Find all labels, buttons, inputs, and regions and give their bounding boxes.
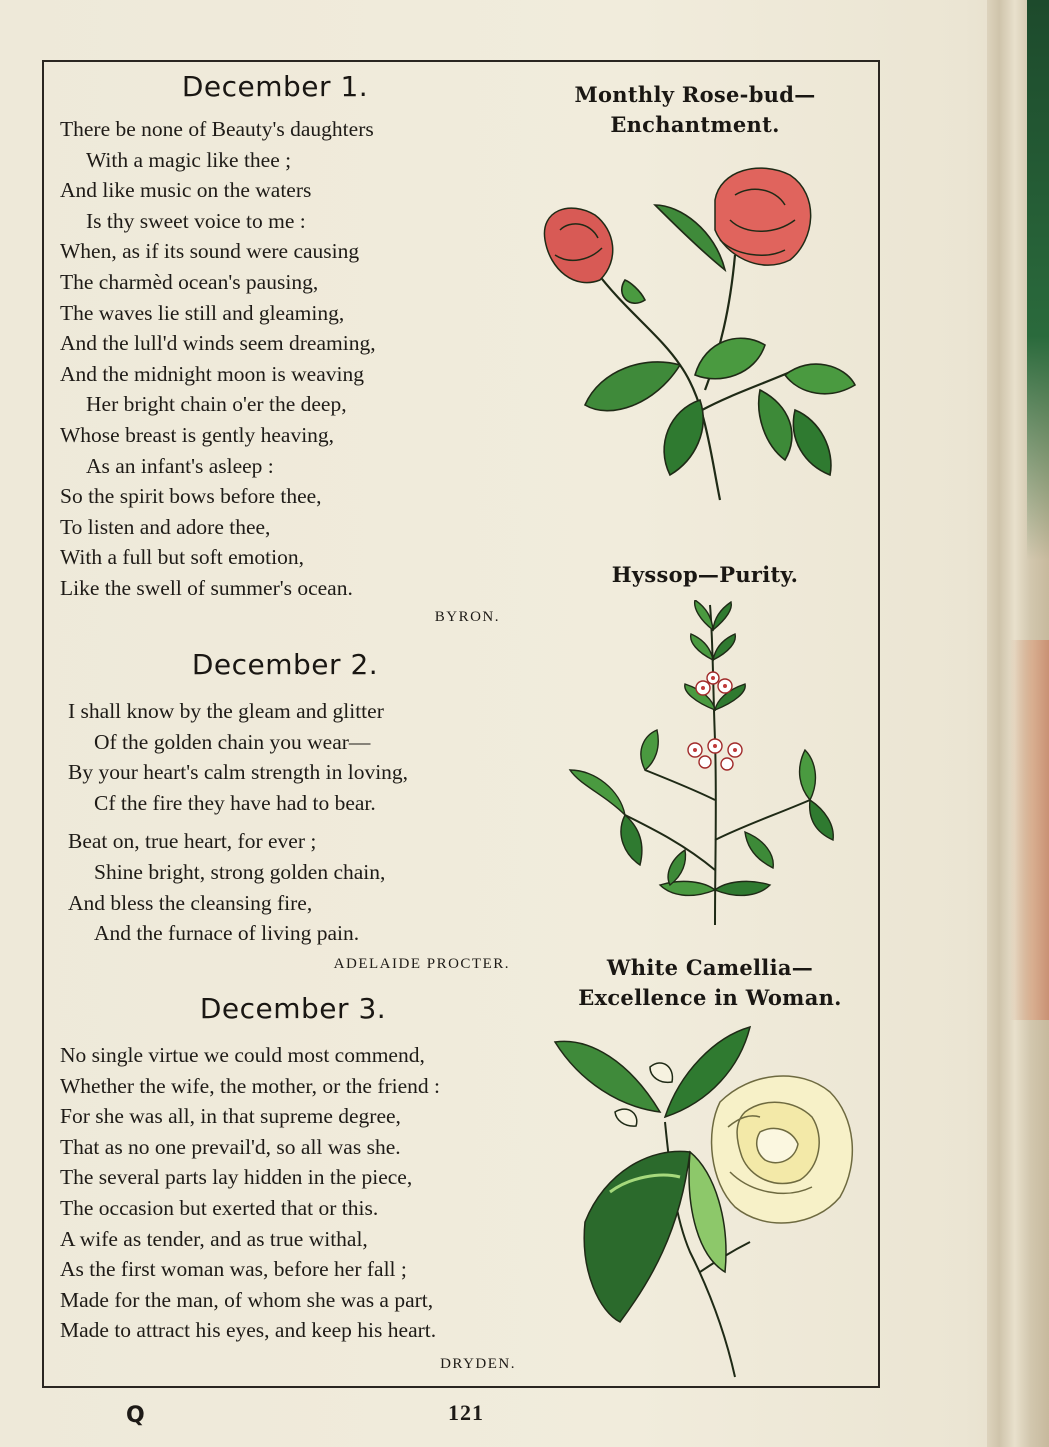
poem-line: By your heart's calm strength in loving, bbox=[68, 760, 409, 785]
entry-heading-dec-2: December 2. bbox=[191, 648, 379, 681]
poem-line: Her bright chain o'er the deep, bbox=[86, 392, 347, 417]
poem-line: Of the golden chain you wear— bbox=[94, 729, 371, 754]
hyssop-illustration bbox=[565, 600, 845, 930]
poem-line: And like music on the waters bbox=[60, 178, 312, 203]
poem-line: Made for the man, of whom she was a part, bbox=[60, 1287, 434, 1312]
poem-line: Like the swell of summer's ocean. bbox=[60, 575, 353, 600]
poem-line: As the first woman was, before her fall ; bbox=[60, 1257, 407, 1282]
poem-line: Whose breast is gently heaving, bbox=[60, 422, 335, 447]
caption-line: Hyssop—Purity. bbox=[611, 562, 799, 587]
flower-caption-camellia bbox=[560, 953, 860, 1013]
poem-line: Whether the wife, the mother, or the friend : bbox=[60, 1073, 441, 1098]
flower-caption-hyssop bbox=[560, 560, 850, 590]
poem-line: No single virtue we could most commend, bbox=[60, 1043, 425, 1067]
page-edge-stain bbox=[1009, 640, 1049, 1020]
signature-mark: Q bbox=[126, 1403, 145, 1428]
poem-line: And the furnace of living pain. bbox=[94, 921, 360, 946]
poem-line: So the spirit bows before thee, bbox=[60, 484, 322, 509]
poem-line: When, as if its sound were causing bbox=[60, 239, 360, 264]
caption-line: Monthly Rose-bud— bbox=[574, 82, 816, 107]
poem-line: Is thy sweet voice to me : bbox=[86, 208, 306, 233]
poem-line: Shine bright, strong golden chain, bbox=[94, 859, 386, 884]
author-credit: DRYDEN. bbox=[440, 1356, 516, 1372]
poem-line: The charmèd ocean's pausing, bbox=[60, 269, 319, 294]
poem-line: Cf the fire they have had to bear. bbox=[94, 790, 376, 815]
caption-line: Enchantment. bbox=[610, 112, 780, 137]
poem-dec-2 bbox=[68, 696, 408, 949]
caption-line: Excellence in Woman. bbox=[578, 985, 842, 1010]
poem-line: The several parts lay hidden in the piece, bbox=[60, 1165, 413, 1190]
poem-line: For she was all, in that supreme degree, bbox=[60, 1104, 401, 1129]
poem-line: Made to attract his eyes, and keep his heart. bbox=[60, 1318, 437, 1343]
poem-line: And bless the cleansing fire, bbox=[68, 890, 313, 915]
poem-line: There be none of Beauty's daughters bbox=[60, 117, 374, 141]
poem-line: The waves lie still and gleaming, bbox=[60, 300, 345, 325]
caption-line: White Camellia— bbox=[606, 955, 814, 980]
poem-dec-3 bbox=[60, 1040, 440, 1346]
author-credit: ADELAIDE PROCTER. bbox=[333, 956, 510, 972]
poem-line: A wife as tender, and as true withal, bbox=[60, 1226, 368, 1251]
flower-caption-rosebud bbox=[555, 80, 835, 140]
poem-line: Beat on, true heart, for ever ; bbox=[68, 829, 317, 854]
poem-line: I shall know by the gleam and glitter bbox=[68, 699, 384, 723]
entry-heading-dec-1: December 1. bbox=[181, 70, 369, 103]
cover-edge bbox=[1027, 0, 1049, 560]
poem-line: With a magic like thee ; bbox=[86, 147, 292, 172]
poem-line: As an infant's asleep : bbox=[86, 453, 274, 478]
entry-heading-dec-3: December 3. bbox=[199, 992, 387, 1025]
poem-line: To listen and adore thee, bbox=[60, 514, 271, 539]
author-credit: BYRON. bbox=[434, 609, 500, 625]
poem-line: The occasion but exerted that or this. bbox=[60, 1195, 379, 1220]
camellia-illustration bbox=[550, 1022, 870, 1382]
poem-dec-1 bbox=[60, 114, 376, 604]
poem-line: And the midnight moon is weaving bbox=[60, 361, 364, 386]
page-number: 121 bbox=[448, 1400, 484, 1425]
poem-line: With a full but soft emotion, bbox=[60, 545, 304, 570]
poem-line: And the lull'd winds seem dreaming, bbox=[60, 331, 376, 356]
rosebud-illustration bbox=[530, 160, 870, 510]
poem-line: That as no one prevail'd, so all was she. bbox=[60, 1134, 401, 1159]
